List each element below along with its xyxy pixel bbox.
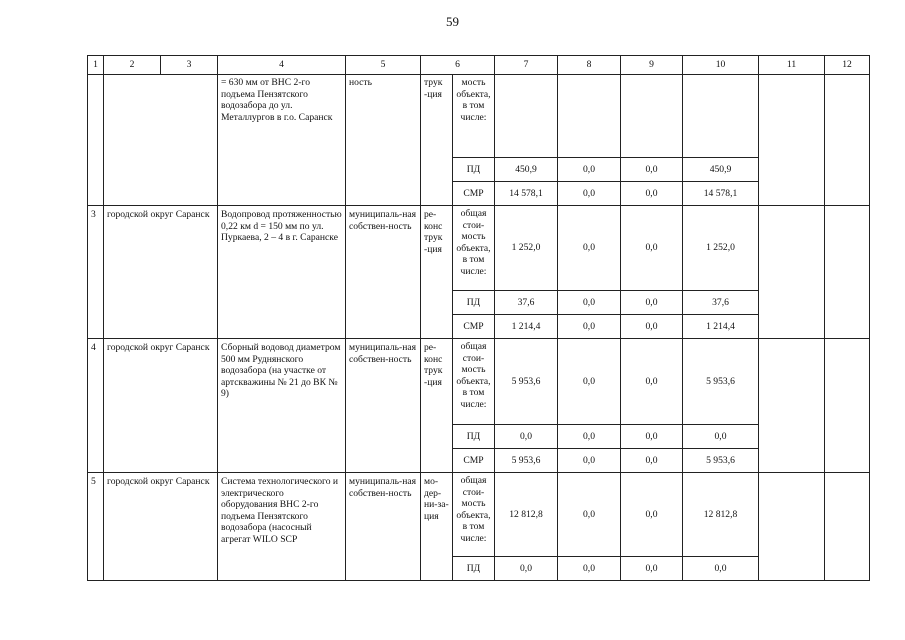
- cell-ownership: муниципаль-ная собствен-ность: [346, 339, 421, 473]
- cell-value: 1 252,0: [683, 206, 759, 291]
- cell-empty: [759, 339, 825, 473]
- cell-ownership: муниципаль-ная собствен-ность: [346, 206, 421, 339]
- cell-value: 0,0: [683, 557, 759, 581]
- cell-description: Водопровод протяженностью 0,22 км d = 150 мм по ул. Пуркаева, 2 – 4 в г. Саранске: [218, 206, 346, 339]
- cell-work-type: ре-конс трук -ция: [421, 339, 453, 473]
- cell-cost-label: ПД: [453, 158, 495, 182]
- cell-value: 0,0: [683, 425, 759, 449]
- cell-value: 0,0: [621, 291, 683, 315]
- cell-value: 0,0: [621, 557, 683, 581]
- cell-cost-label: ПД: [453, 291, 495, 315]
- cell-value: 0,0: [558, 158, 621, 182]
- cell-value: 5 953,6: [495, 449, 558, 473]
- cell-value: [683, 75, 759, 158]
- cell-cost-label: мость объекта, в том числе:: [453, 75, 495, 158]
- cell-value: 0,0: [558, 182, 621, 206]
- cell-value: 0,0: [621, 339, 683, 425]
- cell-value: 0,0: [621, 182, 683, 206]
- cell-value: 5 953,6: [683, 339, 759, 425]
- cell-empty: [759, 75, 825, 206]
- cell-description: Сборный водовод диаметром 500 мм Руднянского водозабора (на участке от артскважины № 21 до ВК № 9): [218, 339, 346, 473]
- cell-value: 0,0: [558, 473, 621, 557]
- cell-empty: [759, 206, 825, 339]
- cell-value: 0,0: [558, 425, 621, 449]
- header-cell: 1: [88, 56, 104, 75]
- cell-ownership: ность: [346, 75, 421, 206]
- cell-cost-label: ПД: [453, 425, 495, 449]
- cell-value: 1 214,4: [683, 315, 759, 339]
- header-cell: 11: [759, 56, 825, 75]
- cell-no: 5: [88, 473, 104, 581]
- header-cell: 3: [161, 56, 218, 75]
- cell-value: 37,6: [683, 291, 759, 315]
- table-row: [88, 339, 870, 425]
- page-number: 59: [446, 14, 459, 29]
- cell-value: 0,0: [558, 291, 621, 315]
- cell-territory: городской округ Саранск: [104, 206, 218, 339]
- header-cell: 5: [346, 56, 421, 75]
- cell-value: 1 214,4: [495, 315, 558, 339]
- cell-cost-label: СМР: [453, 182, 495, 206]
- cell-value: 5 953,6: [683, 449, 759, 473]
- cell-value: 14 578,1: [495, 182, 558, 206]
- cell-ownership: муниципаль-ная собствен-ность: [346, 473, 421, 581]
- header-cell: 8: [558, 56, 621, 75]
- cell-work-type: мо-дер-ни-за-ция: [421, 473, 453, 581]
- header-cell: 2: [104, 56, 161, 75]
- cell-territory: городской округ Саранск: [104, 473, 218, 581]
- header-cell: 12: [825, 56, 870, 75]
- cell-cost-label: общая стои-мость объекта, в том числе:: [453, 206, 495, 291]
- cell-empty: [825, 339, 870, 473]
- cell-description: = 630 мм от ВНС 2-го подъема Пензятского водозабора до ул. Металлургов в г.о. Саранск: [218, 75, 346, 206]
- cell-work-type: трук -ция: [421, 75, 453, 206]
- cell-empty: [825, 75, 870, 206]
- table-row: [88, 206, 870, 291]
- cell-empty: [825, 206, 870, 339]
- cell-description: Система технологического и электрического оборудования ВНС 2-го подъема Пензятского водозабора (насосный агрегат WILO SCP: [218, 473, 346, 581]
- cell-no: 4: [88, 339, 104, 473]
- header-cell: 4: [218, 56, 346, 75]
- investment-table: [87, 55, 870, 581]
- cell-value: 0,0: [495, 425, 558, 449]
- cell-territory: городской округ Саранск: [104, 339, 218, 473]
- cell-value: 12 812,8: [683, 473, 759, 557]
- header-row: [88, 56, 870, 75]
- header-cell: 10: [683, 56, 759, 75]
- cell-value: 0,0: [558, 206, 621, 291]
- cell-value: 0,0: [621, 449, 683, 473]
- cell-no: [88, 75, 104, 206]
- cell-cost-label: СМР: [453, 449, 495, 473]
- cell-value: 0,0: [621, 206, 683, 291]
- cell-value: 14 578,1: [683, 182, 759, 206]
- cell-no: 3: [88, 206, 104, 339]
- cell-value: 450,9: [495, 158, 558, 182]
- table-row: [88, 473, 870, 557]
- cell-value: 0,0: [558, 315, 621, 339]
- cell-value: 0,0: [621, 158, 683, 182]
- cell-value: 0,0: [621, 315, 683, 339]
- cell-empty: [759, 473, 825, 581]
- header-cell: 6: [421, 56, 495, 75]
- cell-value: [495, 75, 558, 158]
- header-cell: 7: [495, 56, 558, 75]
- cell-value: 0,0: [495, 557, 558, 581]
- cell-cost-label: ПД: [453, 557, 495, 581]
- cell-territory: [104, 75, 218, 206]
- cell-value: 37,6: [495, 291, 558, 315]
- cell-value: 0,0: [558, 339, 621, 425]
- cell-value: 0,0: [621, 473, 683, 557]
- cell-value: 450,9: [683, 158, 759, 182]
- cell-empty: [825, 473, 870, 581]
- cell-value: [558, 75, 621, 158]
- cell-value: 0,0: [558, 557, 621, 581]
- cell-value: 12 812,8: [495, 473, 558, 557]
- table-row: [88, 75, 870, 158]
- cell-value: 1 252,0: [495, 206, 558, 291]
- header-cell: 9: [621, 56, 683, 75]
- cell-value: [621, 75, 683, 158]
- cell-value: 0,0: [558, 449, 621, 473]
- cell-cost-label: общая стои-мость объекта, в том числе:: [453, 473, 495, 557]
- cell-cost-label: СМР: [453, 315, 495, 339]
- cell-value: 0,0: [621, 425, 683, 449]
- cell-cost-label: общая стои-мость объекта, в том числе:: [453, 339, 495, 425]
- cell-value: 5 953,6: [495, 339, 558, 425]
- cell-work-type: ре-конс трук -ция: [421, 206, 453, 339]
